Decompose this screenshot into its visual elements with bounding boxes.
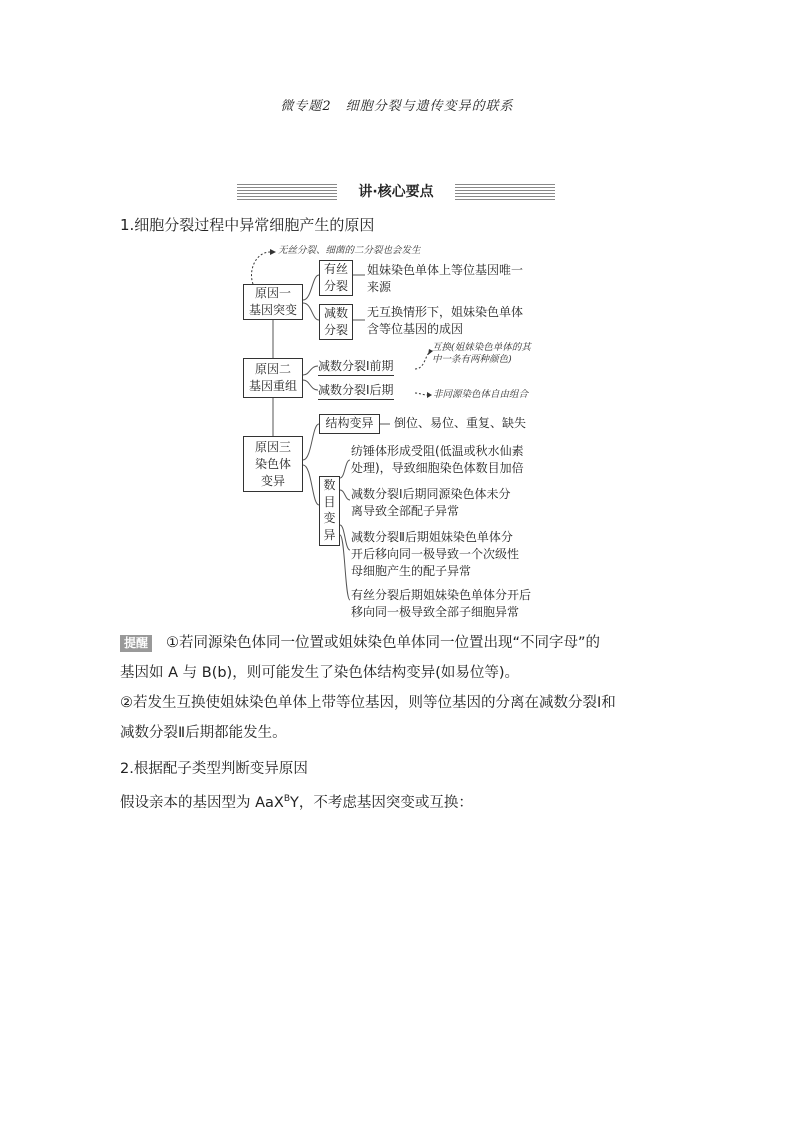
assumption-sup: B: [283, 794, 291, 804]
tip-paragraph: [120, 628, 680, 748]
num-item-1-line1: 纺锤体形成受阻(低温或秋水仙素: [351, 444, 524, 458]
tip-line-4: 减数分裂Ⅱ后期都能发生。: [120, 725, 287, 741]
note-swap: [432, 342, 531, 366]
box-number-variation: [319, 476, 340, 546]
assumption-post: Y，不考虑基因突变或互换：: [290, 794, 473, 811]
tip-line-1: [120, 628, 680, 658]
note-amitosis: 无丝分裂、细菌的二分裂也会发生: [278, 245, 421, 256]
num-item-2: [351, 486, 511, 520]
num-item-4: [351, 587, 531, 621]
assumption-line: [120, 784, 680, 818]
cause3-line1: 原因三: [254, 440, 291, 454]
num-char4: 异: [323, 527, 336, 542]
cause2-line1: 原因二: [254, 362, 291, 376]
structural-desc: 倒位、易位、重复、缺失: [394, 416, 527, 430]
note-swap-line2: 中一条有两种颜色): [432, 354, 512, 365]
cause1-line2: 基因突变: [248, 303, 297, 317]
num-item-3: [351, 529, 519, 580]
cause2-line2: 基因重组: [248, 379, 297, 393]
cause1-line1: 原因一: [254, 286, 291, 300]
num-item-3-line1: 减数分裂Ⅱ后期姐妹染色单体分: [351, 530, 513, 544]
num-item-2-line2: 离导致全部配子异常: [351, 504, 460, 518]
meiosis-desc-line1: 无互换情形下，姐妹染色单体: [367, 305, 524, 319]
meiosis1-late: 减数分裂Ⅰ后期: [318, 382, 394, 400]
mitosis-line2: 分裂: [323, 279, 348, 293]
tip-badge: 提醒: [120, 635, 152, 652]
cause3-line3: 变异: [260, 474, 285, 488]
note-swap-line1: 互换(姐妹染色单体的其: [432, 342, 531, 353]
box-mitosis: [319, 260, 353, 296]
meiosis-desc: [367, 304, 523, 338]
page-title: 微专题2 细胞分裂与遗传变异的联系: [280, 99, 514, 114]
meiosis-line2: 分裂: [323, 323, 348, 337]
num-item-3-line3: 母细胞产生的配子异常: [351, 564, 472, 578]
banner-label: 讲·核心要点: [358, 184, 434, 200]
tip-line-1-text: ①若同源染色体同一位置或姐妹染色单体同一位置出现“不同字母”的: [166, 635, 601, 651]
section-heading-1: 1.细胞分裂过程中异常细胞产生的原因: [120, 216, 375, 234]
meiosis-desc-line2: 含等位基因的成因: [367, 322, 464, 336]
box-cause1: [243, 284, 303, 320]
tip-line-3: ②若发生互换使姐妹染色单体上带等位基因，则等位基因的分离在减数分裂Ⅰ和: [120, 695, 616, 711]
assumption-pre: 假设亲本的基因型为 AaX: [120, 794, 284, 811]
mitosis-line1: 有丝: [323, 262, 348, 276]
tip-line-2: 基因如 A 与 B(b)，则可能发生了染色体结构变异(如易位等)。: [120, 665, 520, 681]
num-item-2-line1: 减数分裂Ⅰ后期同源染色体未分: [351, 487, 511, 501]
num-char2: 目: [323, 494, 336, 509]
mitosis-desc: [367, 262, 523, 296]
box-cause3: [243, 436, 303, 492]
num-item-4-line2: 移向同一极导致全部子细胞异常: [351, 605, 520, 619]
section-heading-2: 2.根据配子类型判断变异原因: [120, 761, 308, 777]
num-item-4-line1: 有丝分裂后期姐妹染色单体分开后: [351, 588, 532, 602]
num-item-1-line2: 处理)，导致细胞染色体数目加倍: [351, 461, 524, 475]
mitosis-desc-line2: 来源: [367, 280, 392, 294]
num-item-3-line2: 开后移向同一极导致一个次级性: [351, 547, 520, 561]
num-char3: 变: [323, 511, 336, 525]
num-char1: 数: [323, 478, 336, 492]
meiosis-line1: 减数: [323, 306, 348, 320]
cause3-line2: 染色体: [254, 457, 291, 471]
box-cause2: [243, 358, 303, 398]
meiosis1-early: 减数分裂Ⅰ前期: [318, 358, 394, 376]
note-free-combination: 非同源染色体自由组合: [433, 389, 529, 400]
box-structural-variation: 结构变异: [319, 414, 380, 434]
mitosis-desc-line1: 姐妹染色单体上等位基因唯一: [367, 263, 524, 277]
num-item-1: [351, 443, 524, 477]
box-meiosis: [319, 304, 353, 340]
